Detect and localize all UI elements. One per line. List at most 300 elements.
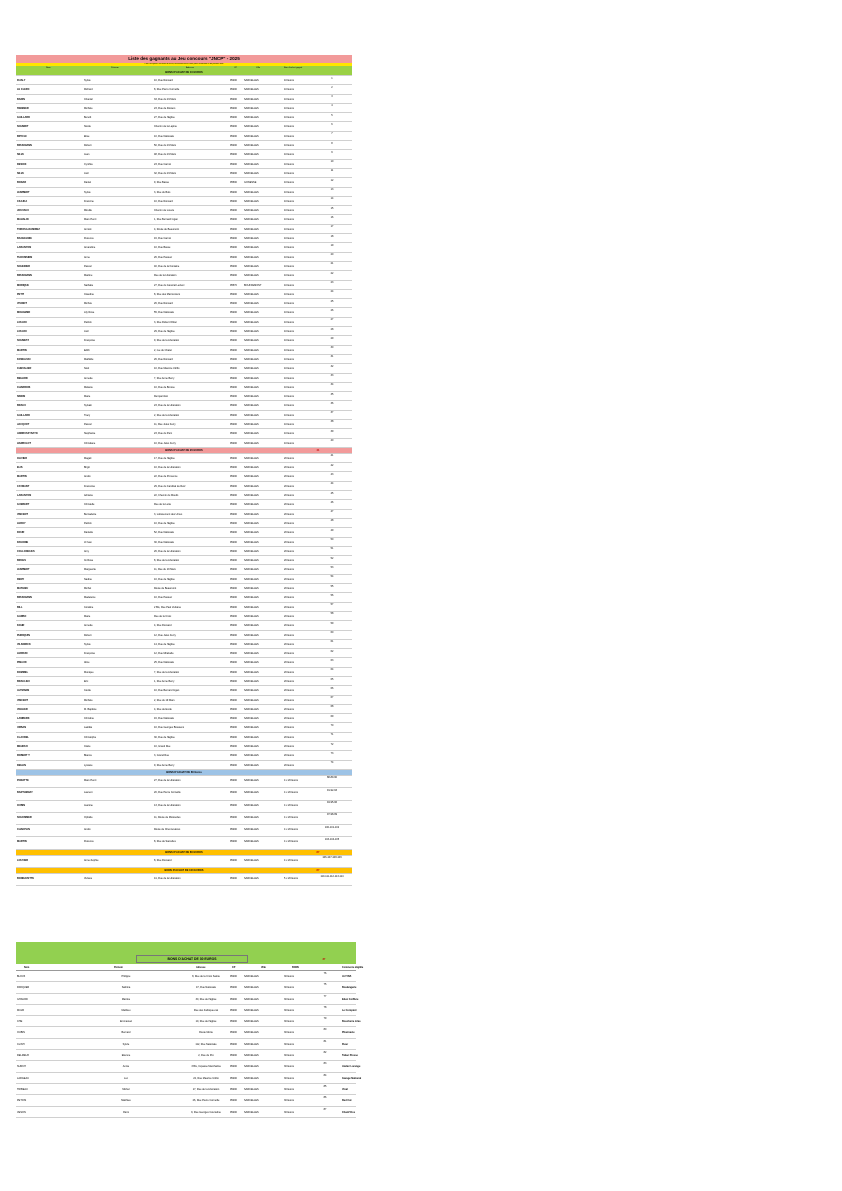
winner-address: Rue des Fabrique-nat: [193, 1008, 219, 1012]
table-row: [16, 374, 352, 383]
winner-city: SARCELLES: [244, 432, 259, 436]
voucher-amount: 10 Euros: [284, 125, 295, 129]
winner-address: 3, Rue du Bois: [154, 190, 171, 194]
voucher-amount: 20 Euros: [284, 735, 295, 739]
table-row: [16, 686, 352, 695]
ticket-number: 70: [330, 723, 334, 727]
winner-first-name: Viviane: [84, 877, 93, 881]
voucher-amount: 10 Euros: [284, 385, 295, 389]
ticket-number: 3: [331, 95, 333, 99]
voucher-amount: 20 Euros: [284, 587, 295, 591]
winner-first-name: Amy: [84, 549, 89, 553]
table-row: [16, 85, 352, 94]
winner-first-name: Stéphanie: [84, 432, 96, 436]
ticket-number: 77: [323, 994, 327, 998]
winner-address: Rue de la Lutte: [154, 503, 171, 507]
ticket-number: 51: [330, 547, 334, 551]
winner-address: 23, Rue de Rosiers: [154, 106, 176, 110]
winner-city: SARCELLES: [244, 395, 259, 399]
winner-address: 23, Rue du Parc: [154, 432, 173, 436]
winner-first-name: Christine: [84, 717, 94, 721]
winner-address: 10, Rue de l'Eglise: [154, 577, 175, 581]
winner-last-name: DOMMEL: [17, 670, 29, 674]
winner-first-name: Sylvie: [84, 79, 91, 82]
ticket-number: 79: [323, 1017, 327, 1021]
winner-last-name: LARGEAU: [17, 1076, 29, 1080]
sections-container: [16, 70, 352, 886]
voucher-amount: 10 Euros: [284, 218, 295, 222]
ticket-number: 43: [330, 472, 334, 476]
table-row: [16, 243, 352, 252]
voucher-amount: 20 Euros: [284, 670, 295, 674]
winner-postcode: 95200: [230, 274, 237, 278]
winner-postcode: 95200: [230, 503, 237, 507]
section-number: 87: [316, 869, 320, 873]
winner-address: 2 Bis, Rue Paul Verlaine: [154, 605, 181, 609]
winner-first-name: Patrick: [84, 521, 92, 525]
ticket-number: 78: [323, 1005, 327, 1009]
winner-city: SARCELLES: [244, 302, 259, 306]
winner-postcode: 95200: [230, 549, 237, 553]
winner-first-name: Rémi: [123, 1110, 129, 1114]
eligible-shop: Fleur: [342, 1042, 349, 1046]
winner-postcode: 95200: [230, 633, 237, 637]
table-row: [16, 299, 352, 308]
winner-postcode: 95200: [230, 88, 237, 92]
winner-first-name: Luc: [123, 1076, 129, 1080]
winner-last-name: DOUR: [17, 531, 25, 535]
winner-postcode: 95570: [230, 283, 237, 287]
winner-city: SARCELLES: [244, 246, 259, 250]
winner-postcode: 95200: [230, 975, 237, 978]
winner-postcode: 95200: [230, 698, 237, 702]
winner-postcode: 95200: [230, 264, 237, 268]
winner-address: 2, rue du Chalet: [154, 348, 172, 352]
winner-last-name: CZAJKA: [17, 199, 28, 203]
winner-city: SARCELLES: [244, 652, 259, 656]
voucher-amount: 10 Euros: [284, 97, 295, 101]
winner-city: SARCELLES: [244, 1110, 259, 1114]
winner-address: 1, Rue Anne Berry: [154, 680, 175, 683]
winner-address: 10, Rue de l'Eglise: [154, 521, 175, 525]
header-ville: Ville: [256, 67, 261, 69]
winner-postcode: 95200: [230, 494, 237, 498]
winner-last-name: ROBERT T: [17, 754, 30, 758]
winner-postcode: 95200: [230, 367, 237, 371]
winner-first-name: Francine: [84, 199, 94, 203]
table-row: [16, 113, 352, 122]
winner-address: 9, Rue de la Libération: [154, 339, 180, 343]
ticket-number: 30: [330, 346, 334, 350]
ticket-number: 48: [330, 519, 334, 523]
voucher-amount: 20 Euros: [284, 531, 295, 535]
table-row: [16, 603, 352, 612]
voucher-amount: 20 Euros: [284, 707, 295, 711]
winner-address: 3, Grand Rue: [154, 754, 170, 758]
winner-postcode: 95200: [230, 385, 237, 389]
ticket-number: 36: [330, 401, 334, 405]
winner-city: SARCELLES: [244, 549, 259, 553]
voucher-amount: 4 x 20 Euros: [284, 828, 299, 832]
voucher-amount: 20 Euros: [284, 456, 295, 460]
winner-first-name: Laurent: [84, 791, 93, 795]
winner-last-name: CHAKPLIN: [17, 828, 30, 832]
winner-address: 8, Rue Ronsard: [154, 858, 172, 862]
table-row: [16, 327, 352, 336]
winner-first-name: Lily Rose: [84, 311, 95, 315]
winner-last-name: PORATTE: [17, 778, 29, 782]
winner-city: SARCELLES: [244, 190, 259, 194]
winner-postcode: 95200: [230, 395, 237, 399]
header-adresse: Adresse: [186, 67, 195, 69]
winner-address: 2, Rue du Pré: [198, 1054, 214, 1058]
table2-rows: [16, 971, 362, 1118]
winner-first-name: Florence: [84, 840, 94, 844]
winner-postcode: 95200: [230, 1099, 237, 1103]
voucher-amount: 30 Euros: [284, 1031, 295, 1035]
winner-address: 48, Rue du 19 Mars: [154, 153, 176, 157]
winner-city: SARCELLES: [244, 624, 259, 628]
ticket-number: 44: [330, 482, 334, 486]
winner-last-name: DAVOINE: [17, 540, 29, 544]
section-label: BONS D'ACHAT DE 100 EUROS: [164, 869, 204, 873]
winner-first-name: Robert: [84, 633, 92, 637]
winner-postcode: 95200: [230, 540, 237, 544]
winner-last-name: BARTHEMAY: [17, 791, 33, 795]
winner-last-name: CLAUDEL: [17, 735, 29, 739]
winner-postcode: 95200: [230, 624, 237, 628]
winner-city: SARCELLES: [244, 422, 259, 426]
voucher-amount: 10 Euros: [284, 413, 295, 417]
winner-city: SARCELLES: [244, 116, 259, 120]
winner-first-name: Tracy: [84, 413, 91, 417]
winner-address: Route de Chennevières: [154, 828, 181, 832]
eligible-shop: Garage National: [342, 1076, 362, 1080]
voucher-amount: 10 Euros: [284, 422, 295, 426]
winner-address: 50, Rue du 19 Mars: [154, 144, 176, 148]
winner-postcode: 95200: [230, 642, 237, 646]
voucher-amount: 10 Euros: [284, 255, 295, 259]
winner-first-name: Etienne: [121, 1054, 131, 1058]
winner-first-name: Pascal: [84, 422, 92, 426]
winner-last-name: LOUADI: [17, 320, 27, 324]
winner-postcode: 95200: [230, 689, 237, 693]
voucher-amount: 10 Euros: [284, 395, 295, 399]
voucher-amount: 10 Euros: [284, 302, 295, 306]
ticket-number: 65: [330, 677, 334, 681]
winner-last-name: GHAURD: [17, 997, 28, 1001]
winner-postcode: 95200: [230, 803, 237, 807]
winner-last-name: DEHAN: [17, 763, 26, 767]
winner-city: SARCELLES: [244, 521, 259, 525]
ticket-number: 81: [323, 1039, 327, 1043]
winner-city: SARCELLES: [244, 670, 259, 674]
winner-address: 4, Rue de Ecole: [154, 707, 172, 711]
table-row: [16, 500, 352, 509]
ticket-number: 6: [331, 122, 333, 126]
winner-postcode: 95200: [230, 1087, 237, 1091]
ticket-number: 64: [330, 668, 334, 672]
winner-last-name: SIMON: [17, 395, 26, 399]
voucher-amount: 10 Euros: [284, 79, 295, 82]
winner-last-name: DESOIX: [17, 162, 27, 166]
winner-city: SARCELLES: [244, 106, 259, 110]
winner-address: 1, Rue Bernard Ingan: [154, 218, 178, 222]
ticket-number: 82: [323, 1051, 327, 1055]
winner-last-name: LOUVIER: [17, 858, 29, 862]
eligible-shop: Boulangerie: [342, 986, 357, 990]
header-prenom: Prénom: [114, 966, 123, 969]
winner-postcode: 95200: [230, 246, 237, 250]
winner-city: SARCELLES: [244, 877, 259, 881]
winner-city: SARCELLES: [244, 763, 259, 767]
voucher-amount: 10 Euros: [284, 292, 295, 296]
table-row: [16, 463, 352, 472]
winner-city: SARCELLES: [244, 986, 259, 990]
winner-first-name: Elise: [84, 134, 90, 138]
eligible-shop: Pharmacie: [342, 1031, 355, 1035]
winner-city: SARCELLES: [244, 1042, 259, 1046]
ticket-number: 16: [330, 215, 334, 219]
winner-first-name: Michèle: [84, 106, 93, 110]
winner-city: SARCELLES: [244, 456, 259, 460]
winner-postcode: 95200: [230, 735, 237, 739]
winner-postcode: 95200: [230, 348, 237, 352]
winner-address: 27, Rue de l'Eglise: [154, 116, 175, 120]
winner-address: Route de Beaumont: [154, 587, 177, 591]
winner-last-name: JACQUOT: [17, 422, 30, 426]
winner-city: SARCELLES: [244, 171, 259, 175]
table-row: [16, 761, 352, 770]
winner-postcode: 95200: [230, 707, 237, 711]
winner-city: SARCELLES: [244, 339, 259, 343]
table-row: [16, 593, 352, 602]
voucher-amount: 20 Euros: [284, 568, 295, 572]
winner-last-name: HUMBERT: [17, 190, 30, 194]
winner-city: SARCELLES: [244, 1087, 259, 1091]
ticket-number: 72: [330, 742, 334, 746]
winner-postcode: 95200: [230, 79, 237, 82]
winner-first-name: Patrick: [84, 320, 92, 324]
ticket-number: 2: [331, 85, 333, 89]
winner-last-name: BLOVZ: [17, 975, 26, 978]
ticket-number: 7: [331, 132, 333, 136]
winner-postcode: 95200: [230, 531, 237, 535]
table-row: [16, 714, 352, 723]
winner-first-name: Françoise: [84, 339, 95, 343]
eligible-shop: Boucherie Lilas: [342, 1020, 361, 1024]
winner-city: SARCELLES: [244, 218, 259, 222]
winner-address: 10, Rue Ronsard: [154, 199, 173, 203]
ticket-number: 28: [330, 327, 334, 331]
table-row: [16, 621, 352, 630]
voucher-amount: 4 x 20 Euros: [284, 803, 299, 807]
winner-city: SARCELLES: [244, 735, 259, 739]
winner-postcode: 95200: [230, 357, 237, 361]
winner-city: SARCELLES: [244, 633, 259, 637]
winner-city: SARCELLES: [244, 778, 259, 782]
table-row: [16, 188, 352, 197]
winner-first-name: Jean: [84, 153, 90, 157]
winner-city: SARCELLES: [244, 125, 259, 129]
ticket-number: 74: [330, 761, 334, 765]
winner-postcode: 95200: [230, 840, 237, 844]
winner-address: 10, Rue de la Libération: [154, 466, 181, 470]
table-row: [16, 565, 352, 574]
winner-address: 30, Rue de l'Eglise: [154, 735, 175, 739]
winner-postcode: 95200: [230, 227, 237, 231]
winner-address: 10, Rue de l'Eglise: [195, 1020, 217, 1024]
table-row: [16, 556, 352, 565]
winner-first-name: Sylvie: [122, 1042, 130, 1046]
winner-first-name: Michel: [84, 587, 92, 591]
winner-first-name: Anne-Sophie: [84, 858, 99, 862]
winner-last-name: KOWALSKI: [17, 357, 31, 361]
table-row: [16, 612, 352, 621]
winner-address: 26, Rue Ronsard: [154, 302, 173, 306]
table2-title-bar: [16, 942, 356, 964]
winner-last-name: KOHR: [17, 624, 25, 628]
ticket-number: 22: [330, 271, 334, 275]
winner-last-name: SURCH: [17, 1065, 26, 1069]
ticket-number: 83: [323, 1062, 327, 1066]
winner-last-name: PINAUD: [17, 661, 27, 665]
winner-address: 11, Rue du 19 Mars: [154, 568, 176, 572]
voucher-amount: 10 Euros: [284, 106, 295, 110]
ticket-number: 13: [330, 188, 334, 192]
voucher-amount: 30 Euros: [284, 1110, 295, 1114]
winner-city: SARCELLES: [244, 311, 259, 315]
ticket-number: 41: [330, 454, 334, 458]
winner-address: 2, Rue de la Libération: [154, 413, 180, 417]
ticket-number: 103-104-105: [324, 837, 340, 841]
voucher-amount: 30 Euros: [284, 1008, 295, 1012]
winner-address: 26, Rue Ronsard: [154, 357, 173, 361]
winner-last-name: GARBO: [17, 614, 27, 618]
winner-address: 4, Route de Beaumont: [154, 227, 180, 231]
winner-postcode: 95200: [230, 661, 237, 665]
ticket-number: 87: [323, 1107, 327, 1111]
winner-city: SARCELLES: [244, 577, 259, 581]
table-row: [16, 95, 352, 104]
winner-last-name: HARBULOT: [17, 441, 32, 445]
winner-first-name: Nicole: [84, 125, 91, 129]
winner-city: SARCELLES: [244, 503, 259, 507]
ticket-number: 52: [330, 556, 334, 560]
winners-table-1: [16, 55, 352, 886]
winner-postcode: 95200: [230, 475, 237, 479]
winner-first-name: Annie: [122, 1065, 130, 1069]
ticket-number: 56: [330, 593, 334, 597]
voucher-amount: 20 Euros: [284, 689, 295, 693]
ticket-number: 53: [330, 565, 334, 569]
winner-postcode: 95200: [230, 144, 237, 148]
table-row: [16, 234, 352, 243]
winner-first-name: Jil Ivan: [84, 540, 92, 544]
voucher-amount: 20 Euros: [284, 503, 295, 507]
winner-first-name: Anne: [84, 255, 90, 259]
winner-postcode: 95200: [230, 311, 237, 315]
voucher-amount: 30 Euros: [284, 1042, 295, 1046]
ticket-number: 8: [331, 141, 333, 145]
winner-last-name: BODAR: [17, 181, 27, 185]
ticket-number: 26: [330, 308, 334, 312]
winner-city: SARCELLES: [244, 661, 259, 665]
winner-city: SARCELLES: [244, 162, 259, 166]
table-row: [16, 801, 352, 813]
table-row: [16, 141, 352, 150]
winner-first-name: Claire: [84, 745, 91, 749]
winner-city: SARCELLES: [244, 1020, 259, 1024]
winner-last-name: GAILLARD: [17, 413, 30, 417]
winner-postcode: 95200: [230, 97, 237, 101]
winner-address: 8, Rue Pierre Corneille: [154, 88, 180, 92]
winner-first-name: Lysiane: [84, 763, 93, 767]
voucher-amount: 10 Euros: [284, 376, 295, 380]
winner-address: 8, Rue des Marronniers: [154, 292, 181, 296]
voucher-amount: 30 Euros: [284, 986, 295, 990]
winner-address: 10, Rue Georges Brassens: [154, 726, 185, 730]
ticket-number: 47: [330, 510, 334, 514]
winner-last-name: BILL: [17, 605, 23, 609]
winner-last-name: BRYCHI: [17, 134, 27, 138]
voucher-amount: 20 Euros: [284, 698, 295, 702]
table-row: [16, 169, 352, 178]
winner-last-name: LABANYON: [17, 494, 32, 498]
winner-city: SARCELLES: [244, 803, 259, 807]
winners-table-2: [16, 942, 364, 1118]
voucher-amount: 20 Euros: [284, 624, 295, 628]
winner-postcode: 95200: [230, 815, 237, 819]
winner-last-name: VILNORICK: [17, 642, 31, 646]
winner-address: 23, Rue de la Libération: [154, 404, 181, 408]
ticket-number: 25: [330, 299, 334, 303]
winner-last-name: OLIVIER: [17, 456, 28, 460]
winner-address: 10, Rue Pasteur: [154, 596, 173, 600]
table-row: [16, 1050, 356, 1061]
winner-postcode: 95200: [230, 791, 237, 795]
voucher-amount: 10 Euros: [284, 116, 295, 120]
winner-postcode: 95200: [230, 413, 237, 417]
winner-last-name: GAILLARD: [17, 116, 30, 120]
winner-postcode: 95200: [230, 717, 237, 721]
section-number: 87: [316, 850, 320, 854]
ticket-number: 67: [330, 696, 334, 700]
winner-last-name: MATHIEU: [17, 587, 29, 591]
voucher-amount: 10 Euros: [284, 432, 295, 436]
voucher-amount: 10 Euros: [284, 311, 295, 315]
table-row: [16, 856, 352, 868]
winner-last-name: SILVA: [17, 171, 24, 175]
voucher-amount: 30 Euros: [284, 1054, 295, 1058]
winner-last-name: SWIENER: [17, 106, 29, 110]
winner-city: SARCELLES: [244, 997, 259, 1001]
winner-last-name: LOUADI: [17, 330, 27, 334]
winner-last-name: TOROSA-RAMIREZ: [17, 227, 40, 231]
ticket-number: 38: [330, 420, 334, 424]
ticket-number: 57: [330, 603, 334, 607]
voucher-amount: 20 Euros: [284, 642, 295, 646]
table-row: [16, 547, 352, 556]
voucher-amount: 10 Euros: [284, 162, 295, 166]
voucher-amount: 10 Euros: [284, 88, 295, 92]
ticket-number: 35: [330, 392, 334, 396]
voucher-amount: 20 Euros: [284, 652, 295, 656]
header-number: 87: [322, 958, 326, 961]
winner-first-name: Madeleine: [84, 596, 96, 600]
winner-city: BOUFFEMONT: [244, 283, 262, 287]
voucher-amount: 10 Euros: [284, 283, 295, 287]
